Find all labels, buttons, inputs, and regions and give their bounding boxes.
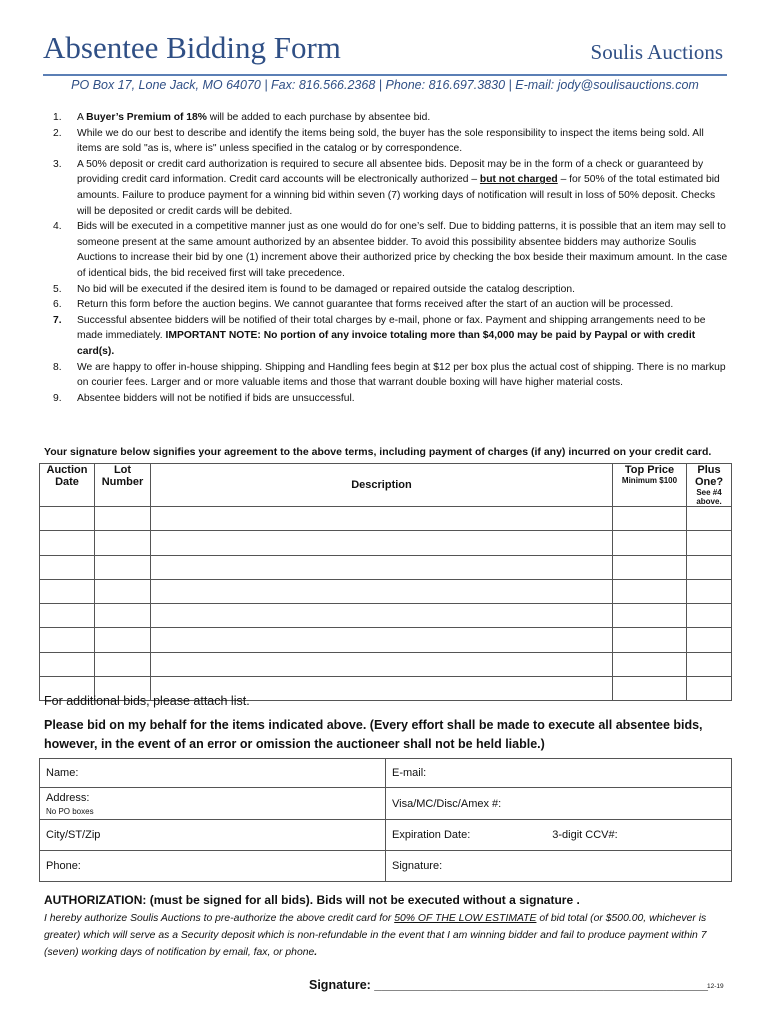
- bid-lot-cell[interactable]: [95, 628, 151, 652]
- authorization-heading: AUTHORIZATION: (must be signed for all bids). Bids will not be executed without a signature .: [44, 893, 580, 907]
- city-state-zip-field[interactable]: City/ST/Zip: [40, 820, 386, 851]
- table-row: [40, 604, 732, 628]
- bid-plus-cell[interactable]: [687, 604, 732, 628]
- bid-lot-cell[interactable]: [95, 507, 151, 531]
- bid-lot-cell[interactable]: [95, 604, 151, 628]
- authorization-text: I hereby authorize Soulis Auctions to pre-authorize the above credit card for 50% OF THE LOW ESTIMATE of bid total (or $500.00, whichever is greater) which will serve as a Security deposit which is non-refundable in the event that I am winning bidder and fail to produce payment within 7 (seven) working days of notification by email, fax, or phone.: [44, 913, 707, 958]
- terms-list: [40, 110, 730, 406]
- expiration-date-label: Expiration Date:: [392, 829, 471, 841]
- email-field[interactable]: E-mail:: [386, 759, 732, 788]
- list-item: 6. Return this form before the auction begins. We cannot guarantee that forms received after the start of an auction will be processed.: [53, 299, 674, 311]
- ccv-label: 3-digit CCV#:: [552, 829, 618, 841]
- table-row: [40, 579, 732, 603]
- bid-lot-cell[interactable]: [95, 531, 151, 555]
- header: [43, 30, 727, 76]
- bid-plus-cell[interactable]: [687, 531, 732, 555]
- bid-price-cell[interactable]: [613, 507, 687, 531]
- bid-desc-cell[interactable]: [151, 604, 613, 628]
- list-item: 9. Absentee bidders will not be notified if bids are unsuccessful.: [53, 392, 355, 404]
- bid-lot-cell[interactable]: [95, 579, 151, 603]
- name-field[interactable]: Name:: [40, 759, 386, 788]
- contact-info: PO Box 17, Lone Jack, MO 64070 | Fax: 816.566.2368 | Phone: 816.697.3830 | E-mail: jody@soulisauctions.com: [71, 78, 699, 92]
- bid-date-cell[interactable]: [40, 628, 95, 652]
- table-row: [40, 507, 732, 531]
- no-po-note: No PO boxes: [46, 806, 94, 816]
- table-row: [40, 652, 732, 676]
- col-top-price: Top Price Minimum $100: [613, 464, 687, 507]
- bid-desc-cell[interactable]: [151, 507, 613, 531]
- additional-bids-note: For additional bids, please attach list.: [44, 694, 250, 708]
- bid-date-cell[interactable]: [40, 507, 95, 531]
- bid-desc-cell[interactable]: [151, 555, 613, 579]
- table-row: [40, 555, 732, 579]
- list-item: 2. While we do our best to describe and identify the items being sold, the buyer has the sole responsibility to inspect the items being sold. All items are sold "as is, where is" unless specified in the catalog or by correspondence.: [53, 127, 704, 155]
- version-code: 12-19: [707, 983, 724, 990]
- bid-price-cell[interactable]: [613, 628, 687, 652]
- bid-price-cell[interactable]: [613, 652, 687, 676]
- list-item: 1. A Buyer’s Premium of 18% will be added to each purchase by absentee bid.: [53, 112, 431, 123]
- list-item: 3. A 50% deposit or credit card authorization is required to secure all absentee bids. Deposit may be in the form of a check or guaranteed by providing credit card information. Credit card accounts will be electronically authorized – but not charged – for 50% of the total estimated bid amounts. Failure to produce payment for a winning bid within seven (7) working days of notification will result in loss of 50% deposit. Checks will be deposited or credit cards will be debited.: [53, 158, 720, 217]
- bidder-info-table: [39, 758, 732, 882]
- bid-plus-cell[interactable]: [687, 677, 732, 701]
- bid-plus-cell[interactable]: [687, 555, 732, 579]
- bid-date-cell[interactable]: [40, 531, 95, 555]
- bid-desc-cell[interactable]: [151, 628, 613, 652]
- bid-plus-cell[interactable]: [687, 652, 732, 676]
- list-item: 5. No bid will be executed if the desired item is found to be damaged or repaired outside the catalog description.: [53, 283, 575, 295]
- table-row: [40, 628, 732, 652]
- page-title: Absentee Bidding Form: [43, 30, 341, 65]
- table-row: [40, 531, 732, 555]
- phone-field[interactable]: Phone:: [40, 851, 386, 882]
- col-description: Description: [151, 464, 613, 507]
- list-item: 7. Successful absentee bidders will be notified of their total charges by e-mail, phone or fax. Payment and shipping arrangements need to be made immediately. IMPORTANT NOTE: No portion of any invoice totaling more than $4,000 may be paid by Paypal or with credit card(s).: [53, 314, 706, 357]
- col-lot-number: Lot Number: [95, 464, 151, 507]
- bid-lot-cell[interactable]: [95, 555, 151, 579]
- bid-desc-cell[interactable]: [151, 531, 613, 555]
- agreement-text: Your signature below signifies your agreement to the above terms, including payment of charges (if any) incurred on your credit card.: [44, 446, 712, 458]
- bid-desc-cell[interactable]: [151, 579, 613, 603]
- signature-field[interactable]: Signature:: [386, 851, 732, 882]
- bid-desc-cell[interactable]: [151, 652, 613, 676]
- bid-date-cell[interactable]: [40, 555, 95, 579]
- bid-price-cell[interactable]: [613, 579, 687, 603]
- bid-date-cell[interactable]: [40, 652, 95, 676]
- bid-lot-cell[interactable]: [95, 652, 151, 676]
- card-number-field[interactable]: Visa/MC/Disc/Amex #:: [386, 788, 732, 820]
- bid-plus-cell[interactable]: [687, 579, 732, 603]
- bid-price-cell[interactable]: [613, 677, 687, 701]
- bid-table: [39, 463, 732, 701]
- bid-plus-cell[interactable]: [687, 507, 732, 531]
- bid-date-cell[interactable]: [40, 604, 95, 628]
- bid-plus-cell[interactable]: [687, 628, 732, 652]
- expiration-ccv-field[interactable]: [386, 820, 732, 851]
- list-item: 8. We are happy to offer in-house shipping. Shipping and Handling fees begin at $12 per box plus the actual cost of shipping. There is no markup on courier fees. Larger and or more valuable items and those that warrant double boxing will have higher material costs.: [53, 361, 726, 389]
- bid-date-cell[interactable]: [40, 579, 95, 603]
- list-item: 4. Bids will be executed in a competitive manner just as one would do for one’s self. Due to bidding patterns, it is possible that an item may sell to someone present at the same amount authorized by an absentee bidder. To avoid this possibility absentee bidders may authorize Soulis Auctions to increase their bid by one (1) increment above their authorized price by checking the box beside their maximum amount. In the case of identical bids, the bid received first will take precedence.: [53, 221, 728, 279]
- col-auction-date: Auction Date: [40, 464, 95, 507]
- col-plus-one: Plus One? See #4 above.: [687, 464, 732, 507]
- brand-name: Soulis Auctions: [590, 40, 723, 64]
- bid-price-cell[interactable]: [613, 531, 687, 555]
- bid-table-header: [40, 464, 732, 507]
- bid-price-cell[interactable]: [613, 604, 687, 628]
- bid-price-cell[interactable]: [613, 555, 687, 579]
- final-signature-line[interactable]: Signature: ________________________________________________: [309, 978, 708, 992]
- bid-request-statement: Please bid on my behalf for the items indicated above. (Every effort shall be made to execute all absentee bids, however, in the event of an error or omission the auctioneer shall not be held liable.): [44, 718, 703, 751]
- address-field[interactable]: Address: No PO boxes: [40, 788, 386, 820]
